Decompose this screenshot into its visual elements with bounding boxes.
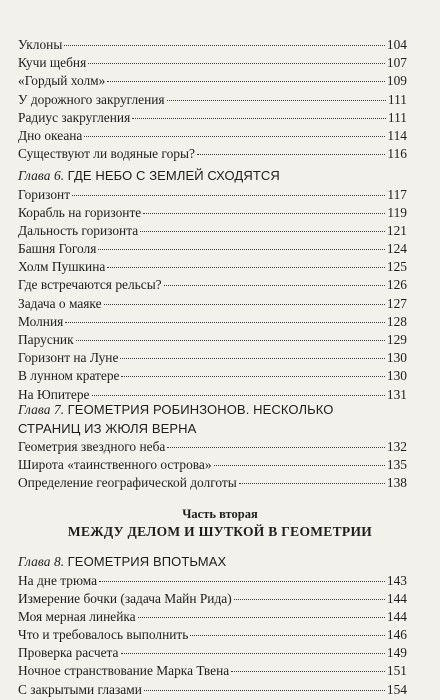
- toc-entry-page: 114: [387, 127, 407, 143]
- toc-entry-page: 130: [386, 368, 407, 384]
- dot-leader: [84, 136, 385, 137]
- toc-entry-title: Горизонт на Луне: [18, 350, 119, 366]
- toc-entry: [18, 127, 407, 145]
- chapter-6-entries: [18, 186, 407, 404]
- toc-entry-page: 121: [386, 222, 407, 238]
- toc-entry-page: 144: [386, 608, 407, 624]
- toc-entry: [18, 590, 407, 608]
- dot-leader: [120, 358, 385, 359]
- toc-entry-title: Измерение бочки (задача Майн Рида): [18, 590, 232, 606]
- dot-leader: [190, 635, 385, 636]
- dot-leader: [88, 63, 385, 64]
- chapter-7-entries: [18, 438, 407, 493]
- dot-leader: [107, 81, 385, 82]
- toc-entry-page: 131: [386, 386, 407, 402]
- toc-entry-title: Дно океана: [18, 127, 83, 143]
- toc-entry-page: 107: [386, 55, 407, 71]
- toc-entry-title: Холм Пушкина: [18, 259, 106, 275]
- toc-entry: [18, 572, 407, 590]
- dot-leader: [72, 195, 385, 196]
- toc-entry: [18, 331, 407, 349]
- toc-entry-page: 111: [387, 91, 407, 107]
- toc-entry-title: На Юпитере: [18, 386, 90, 402]
- chapter-7: [18, 401, 407, 493]
- toc-entry: [18, 681, 407, 699]
- toc-entry-title: Уклоны: [18, 37, 63, 52]
- dot-leader: [140, 231, 385, 232]
- toc-entry: [18, 258, 407, 276]
- toc-block-continued: [18, 36, 407, 163]
- toc-entry: [18, 72, 407, 90]
- toc-entry-title: С закрытыми глазами: [18, 681, 142, 697]
- toc-entry-page: 154: [386, 681, 407, 697]
- toc-entry-title: Задача о маяке: [18, 295, 102, 311]
- dot-leader: [138, 617, 385, 618]
- toc-entry-page: 132: [386, 439, 407, 454]
- toc-entry-page: 129: [386, 332, 407, 347]
- toc-entry: [18, 295, 407, 313]
- chapter-7-heading: [18, 401, 407, 420]
- toc-entry-title: Парусник: [18, 332, 74, 347]
- dot-leader: [164, 285, 385, 286]
- toc-entry-page: 109: [386, 73, 407, 89]
- dot-leader: [121, 376, 384, 377]
- toc-entry-title: На дне трюма: [18, 572, 98, 588]
- chapter-6: [18, 167, 407, 404]
- toc-entry-title: Кучи щебня: [18, 55, 87, 71]
- toc-entry: [18, 276, 407, 294]
- toc-entry: [18, 644, 407, 662]
- toc-entry: [18, 145, 407, 163]
- dot-leader: [92, 395, 385, 396]
- toc-entry: [18, 313, 407, 331]
- dot-leader: [143, 213, 385, 214]
- toc-entry: [18, 438, 407, 456]
- toc-entry: [18, 367, 407, 385]
- part-label: Часть вторая: [182, 507, 258, 521]
- toc-entry-title: Что и требовалось выполнить: [18, 627, 189, 643]
- toc-entry-page: 128: [386, 313, 407, 329]
- toc-entry-page: 119: [387, 204, 407, 220]
- dot-leader: [107, 267, 385, 268]
- toc-entry-page: 144: [386, 590, 407, 606]
- toc-entry: [18, 626, 407, 644]
- toc-entry-title: «Гордый холм»: [18, 73, 106, 89]
- toc-entry-title: Радиус закругления: [18, 109, 131, 125]
- dot-leader: [214, 465, 385, 466]
- toc-entry: [18, 91, 407, 109]
- dot-leader: [167, 100, 386, 101]
- toc-entry: [18, 349, 407, 367]
- toc-entry-page: 116: [387, 146, 407, 162]
- dot-leader: [144, 690, 385, 691]
- toc-entry: [18, 54, 407, 72]
- chapter-6-label: Глава 6.: [18, 168, 65, 183]
- toc-entry-page: 127: [386, 295, 407, 311]
- toc-entry-title: Молния: [18, 313, 64, 329]
- chapter-6-heading: [18, 167, 407, 186]
- toc-entry-title: Где встречаются рельсы?: [18, 277, 162, 293]
- chapter-8-heading: [18, 553, 407, 572]
- dot-leader: [98, 249, 385, 250]
- toc-entry-page: 146: [386, 627, 407, 643]
- toc-entry-title: Башня Гоголя: [18, 241, 97, 257]
- dot-leader: [64, 45, 385, 46]
- toc-entry-page: 111: [387, 109, 407, 125]
- chapter-8-title: ГЕОМЕТРИЯ ВПОТЬМАХ: [67, 554, 227, 569]
- toc-entry-title: Широта «таинственного острова»: [18, 457, 212, 473]
- toc-entry: [18, 204, 407, 222]
- toc-entry-page: 138: [386, 475, 407, 491]
- dot-leader: [167, 447, 385, 448]
- toc-entry-title: У дорожного закругления: [18, 91, 165, 107]
- toc-entry-title: Корабль на горизонте: [18, 204, 142, 220]
- toc-entry-page: 135: [386, 457, 407, 473]
- toc-entry: [18, 608, 407, 626]
- toc-entry-page: 126: [386, 277, 407, 293]
- dot-leader: [104, 304, 385, 305]
- toc-entry: [18, 186, 407, 204]
- dot-leader: [76, 340, 385, 341]
- dot-leader: [65, 322, 385, 323]
- toc-entry-page: 151: [386, 663, 407, 679]
- toc-entry-title: Определение географической долготы: [18, 475, 237, 491]
- toc-entry: [18, 36, 407, 54]
- chapter-7-label: Глава 7.: [18, 402, 65, 417]
- toc-entry-page: 143: [386, 572, 407, 588]
- chapter-8: [18, 553, 407, 699]
- dot-leader: [197, 154, 385, 155]
- chapter-8-label: Глава 8.: [18, 554, 65, 569]
- toc-entry-page: 117: [387, 186, 407, 202]
- toc-entry-page: 124: [386, 241, 407, 257]
- toc-entry-title: В лунном кратере: [18, 368, 120, 384]
- dot-leader: [234, 599, 385, 600]
- part-title: МЕЖДУ ДЕЛОМ И ШУТКОЙ В ГЕОМЕТРИИ: [67, 524, 373, 539]
- dot-leader: [99, 581, 385, 582]
- chapter-7-heading-line2: [18, 420, 407, 439]
- toc-entry-title: Проверка расчета: [18, 645, 119, 661]
- toc-entry: [18, 474, 407, 492]
- chapter-7-title-line1: ГЕОМЕТРИЯ РОБИНЗОНОВ. НЕСКОЛЬКО: [67, 402, 334, 417]
- toc-entry-page: 125: [386, 259, 407, 275]
- toc-entry: [18, 222, 407, 240]
- toc-entry-page: 149: [386, 645, 407, 661]
- toc-entry-page: 104: [386, 37, 407, 52]
- toc-entry: [18, 456, 407, 474]
- toc-entry-title: Дальность горизонта: [18, 222, 139, 238]
- dot-leader: [132, 118, 386, 119]
- toc-entry-title: Геометрия звездного неба: [18, 439, 166, 454]
- toc-entry: [18, 109, 407, 127]
- chapter-6-title: ГДЕ НЕБО С ЗЕМЛЕЙ СХОДЯТСЯ: [67, 168, 280, 183]
- toc-entry-page: 130: [386, 350, 407, 366]
- dot-leader: [231, 671, 385, 672]
- dot-leader: [121, 653, 385, 654]
- chapter-8-entries: [18, 572, 407, 699]
- toc-entry: [18, 240, 407, 258]
- dot-leader: [239, 483, 385, 484]
- toc-entry-title: Ночное странствование Марка Твена: [18, 663, 230, 679]
- toc-entry: [18, 662, 407, 680]
- toc-entry-title: Существуют ли водяные горы?: [18, 146, 195, 162]
- chapter-7-title-line2: СТРАНИЦ ИЗ ЖЮЛЯ ВЕРНА: [18, 420, 197, 436]
- toc-entry-title: Моя мерная линейка: [18, 608, 136, 624]
- toc-entry-title: Горизонт: [18, 186, 71, 202]
